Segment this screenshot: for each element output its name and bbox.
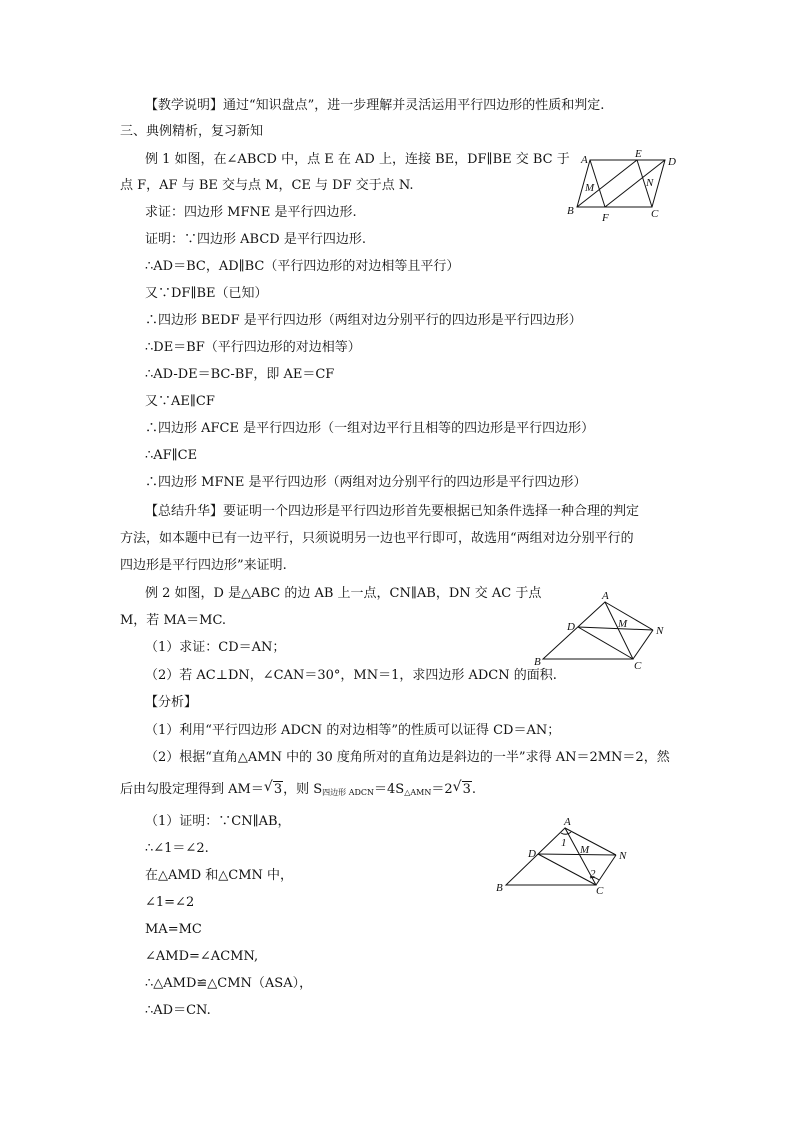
solution-line: ∴AD＝CN.	[145, 1003, 211, 1018]
proof-line: ∴AD-DE＝BC-BF，即 AE＝CF	[145, 367, 335, 382]
figure-triangle-abc-angles	[490, 818, 640, 898]
proof-line: ∴四边形 BEDF 是平行四边形（两组对边分别平行的四边形是平行四边形）	[145, 313, 582, 328]
figure-triangle-abc	[530, 592, 680, 672]
proof-line: ∴四边形 AFCE 是平行四边形（一组对边平行且相等的四边形是平行四边形）	[145, 421, 595, 436]
segment-cn	[596, 855, 616, 885]
analysis-2: （2）根据“直角△AMN 中的 30 度角所对的直角边是斜边的一半”求得 AN＝2MN＝2，然	[145, 750, 670, 765]
proof-line: ∴AF∥CE	[145, 448, 198, 463]
label: M	[580, 844, 590, 856]
example1-line1: 例 1 如图，在∠ABCD 中，点 E 在 AD 上，连接 BE，DF∥BE 交 BC 于	[145, 152, 570, 167]
proof-line: 又∵DF∥BE（已知）	[145, 286, 268, 301]
solution-line: （1）证明：∵CN∥AB，	[145, 814, 291, 829]
analysis-formula-line	[120, 779, 477, 801]
triangle-outline	[506, 828, 596, 885]
teaching-note: 【教学说明】通过“知识盘点”，进一步理解并灵活运用平行四边形的性质和判定.	[145, 98, 605, 113]
formula-suffix: .	[471, 782, 477, 797]
question-1: （1）求证：CD＝AN；	[145, 640, 286, 655]
label: B	[567, 205, 574, 217]
example2-line1: 例 2 如图，D 是△ABC 的边 AB 上一点，CN∥AB，DN 交 AC 于点	[145, 586, 542, 601]
proof-line: ∴AD＝BC，AD∥BC（平行四边形的对边相等且平行）	[145, 259, 460, 274]
solution-line: ∠AMD=∠ACMN,	[145, 949, 259, 964]
sqrt-3: √ 3	[263, 779, 283, 797]
label: N	[646, 177, 654, 189]
example1-line2: 点 F，AF 与 BE 交与点 M，CE 与 DF 交于点 N.	[120, 178, 414, 193]
segment-dn	[578, 627, 653, 630]
figure-parallelogram-abcd	[560, 150, 690, 230]
proof-line: ∴四边形 MFNE 是平行四边形（两组对边分别平行的四边形是平行四边形）	[145, 475, 587, 490]
label: A	[564, 816, 571, 828]
segment-dn	[538, 854, 616, 855]
question-2: （2）若 AC⊥DN，∠CAN＝30°，MN＝1，求四边形 ADCN 的面积.	[145, 668, 557, 683]
formula-prefix: 后由勾股定理得到 AM＝	[120, 782, 264, 797]
label: A	[581, 154, 588, 166]
proof-line: 证明：∵四边形 ABCD 是平行四边形.	[145, 232, 366, 247]
formula-mid: ，则 S	[283, 782, 323, 797]
solution-line: 在△AMD 和△CMN 中，	[145, 868, 294, 883]
segment-df	[605, 160, 665, 207]
label: B	[534, 656, 541, 668]
proof-line: 又∵AE∥CF	[145, 394, 215, 409]
segment-cn	[633, 630, 653, 659]
sqrt-3: √ 3	[452, 779, 471, 797]
label: A	[602, 590, 609, 602]
summary-line2: 方法，如本题中已有一边平行，只须说明另一边也平行即可，故选用“两组对边分别平行的	[120, 531, 634, 546]
formula-mid3: ＝2	[431, 782, 453, 797]
label: N	[619, 850, 627, 862]
label: N	[656, 625, 664, 637]
label: 1	[561, 837, 567, 849]
proof-line: ∴DE＝BF（平行四边形的对边相等）	[145, 340, 361, 355]
analysis-1: （1）利用“平行四边形 ADCN 的对边相等”的性质可以证得 CD＝AN；	[145, 723, 561, 738]
analysis-heading: 【分析】	[145, 695, 198, 710]
label: C	[596, 885, 604, 897]
label: D	[668, 156, 676, 168]
label: 2	[590, 868, 596, 880]
solution-line: ∴△AMD≌△CMN（ASA），	[145, 976, 313, 991]
solution-line: ∴∠1＝∠2.	[145, 841, 209, 856]
angle-1-arc	[561, 832, 571, 834]
subscript-triangle: △AMN	[404, 788, 432, 797]
label: D	[567, 621, 575, 633]
solution-line: MA=MC	[145, 922, 202, 937]
label: M	[618, 618, 628, 630]
label: M	[585, 182, 595, 194]
label: E	[635, 148, 642, 160]
summary-line1: 【总结升华】要证明一个四边形是平行四边形首先要根据已知条件选择一种合理的判定	[145, 504, 640, 519]
label: F	[602, 212, 609, 224]
label: D	[528, 848, 536, 860]
section-heading: 三、典例精析，复习新知	[120, 124, 264, 139]
summary-line3: 四边形是平行四边形”来证明.	[120, 558, 287, 573]
label: C	[651, 208, 659, 220]
prove-statement: 求证：四边形 MFNE 是平行四边形.	[145, 205, 357, 220]
solution-line: ∠1=∠2	[145, 895, 195, 910]
label: C	[634, 660, 642, 672]
subscript-quad: 四边形 ADCN	[322, 788, 375, 797]
example2-line2: M，若 MA＝MC.	[120, 613, 227, 628]
formula-mid2: ＝4S	[374, 782, 405, 797]
label: B	[496, 882, 503, 894]
